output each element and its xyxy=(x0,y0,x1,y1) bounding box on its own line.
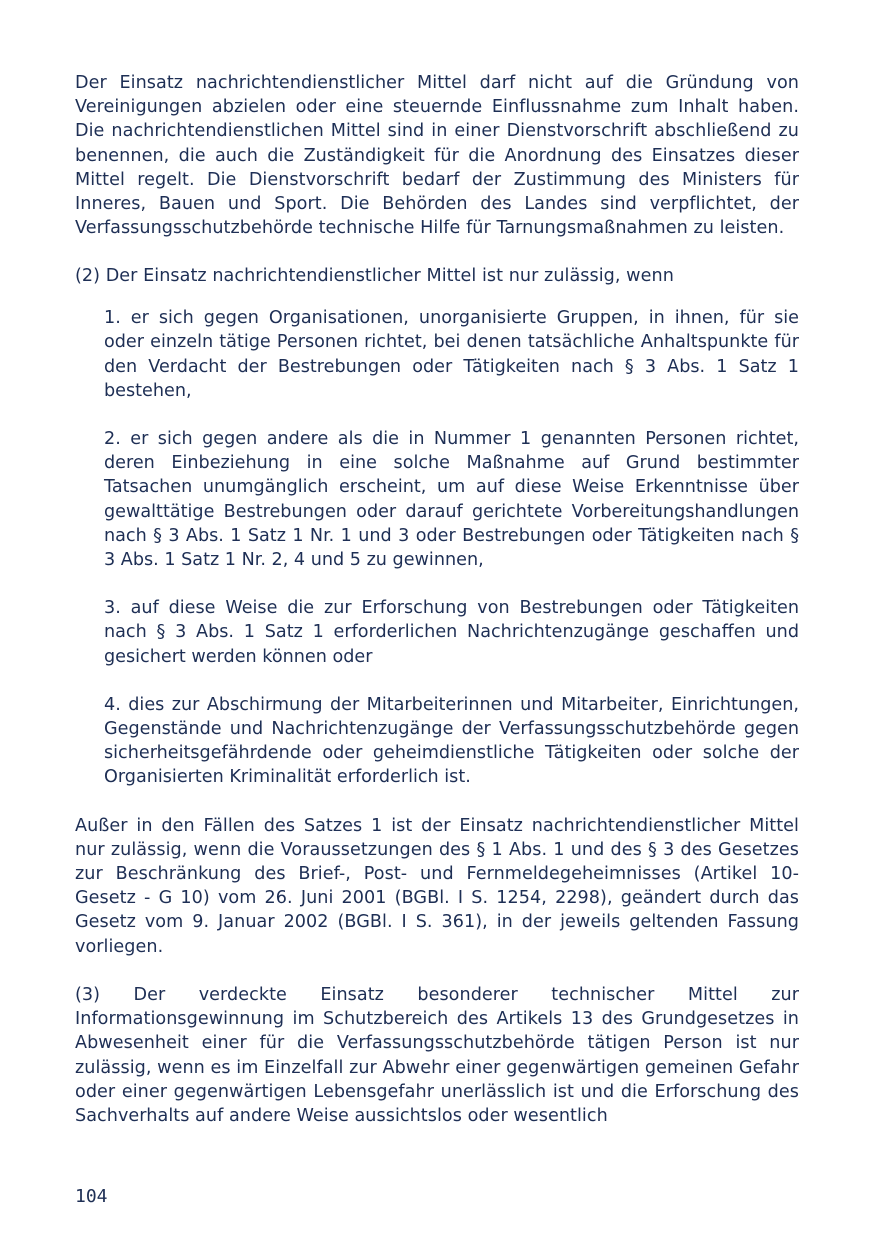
list-item: 2. er sich gegen andere als die in Nummer 1 genannten Personen richtet, deren Einbeziehung in eine solche Maßnahme auf Grund bestimmter Tatsachen unumgänglich erscheint, um auf diese Weise Erkenntnisse über gewalttätige Bestrebungen oder darauf gerichtete Vorbereitungshandlungen nach § 3 Abs. 1 Satz 1 Nr. 1 und 3 oder Bestrebungen oder Tätigkeiten nach § 3 Abs. 1 Satz 1 Nr. 2, 4 und 5 zu gewinnen, xyxy=(104,429,799,571)
paragraph-section-3: (3) Der verdeckte Einsatz besonderer technischer Mittel zur Informationsgewinnung im Schutzbereich des Artikels 13 des Grundgesetzes in Abwesenheit einer für die Verfassungsschutzbehörde tätigen Person ist nur zulässig, wenn es im Einzelfall zur Abwehr einer gegenwärtigen gemeinen Gefahr oder einer gegenwärtigen Lebensgefahr unerlässlich ist und die Erforschung des Sachverhalts auf andere Weise aussichtslos oder wesentlich xyxy=(75,984,799,1126)
paragraph-section-2-lead: (2) Der Einsatz nachrichtendienstlicher Mittel ist nur zulässig, wenn xyxy=(75,266,674,287)
document-page xyxy=(75,71,799,1128)
page-number: 104 xyxy=(75,1186,108,1207)
paragraph-section-2-tail: Außer in den Fällen des Satzes 1 ist der Einsatz nachrichtendienstlicher Mittel nur zulässig, wenn die Voraussetzungen des § 1 Abs. 1 und des § 3 des Gesetzes zur Beschränkung des Brief-, Post- und Fernmeldegeheimnisses (Artikel 10-Gesetz - G 10) vom 26. Juni 2001 (BGBl. I S. 1254, 2298), geändert durch das Gesetz vom 9. Januar 2002 (BGBl. I S. 361), in der jeweils geltenden Fassung vorliegen. xyxy=(75,815,799,957)
section-2-list xyxy=(75,306,799,789)
list-item: 3. auf diese Weise die zur Erforschung von Bestrebungen oder Tätigkeiten nach § 3 Abs. 1 Satz 1 erforderlichen Nachrichtenzugänge geschaffen und gesichert werden können oder xyxy=(104,598,799,667)
list-item: 1. er sich gegen Organisationen, unorganisierte Gruppen, in ihnen, für sie oder einzeln tätige Personen richtet, bei denen tatsächliche Anhaltspunkte für den Verdacht der Bestrebungen oder Tätigkeiten nach § 3 Abs. 1 Satz 1 bestehen, xyxy=(104,308,799,401)
list-item: 4. dies zur Abschirmung der Mitarbeiterinnen und Mitarbeiter, Einrichtungen, Gegenstände und Nachrichtenzugänge der Verfassungsschutzbehörde gegen sicherheitsgefährdende oder geheimdienstliche Tätigkeiten oder solche der Organisierten Kriminalität erforderlich ist. xyxy=(104,694,799,788)
paragraph-intro: Der Einsatz nachrichtendienstlicher Mittel darf nicht auf die Gründung von Vereinigungen abzielen oder eine steuernde Einflussnahme zum Inhalt haben. Die nachrichtendienstlichen Mittel sind in einer Dienstvorschrift abschließend zu benennen, die auch die Zuständigkeit für die Anordnung des Einsatzes dieser Mittel regelt. Die Dienstvorschrift bedarf der Zustimmung des Ministers für Inneres, Bauen und Sport. Die Behörden des Landes sind verpflichtet, der Verfassungsschutzbehörde technische Hilfe für Tarnungsmaßnahmen zu leisten. xyxy=(75,73,799,239)
